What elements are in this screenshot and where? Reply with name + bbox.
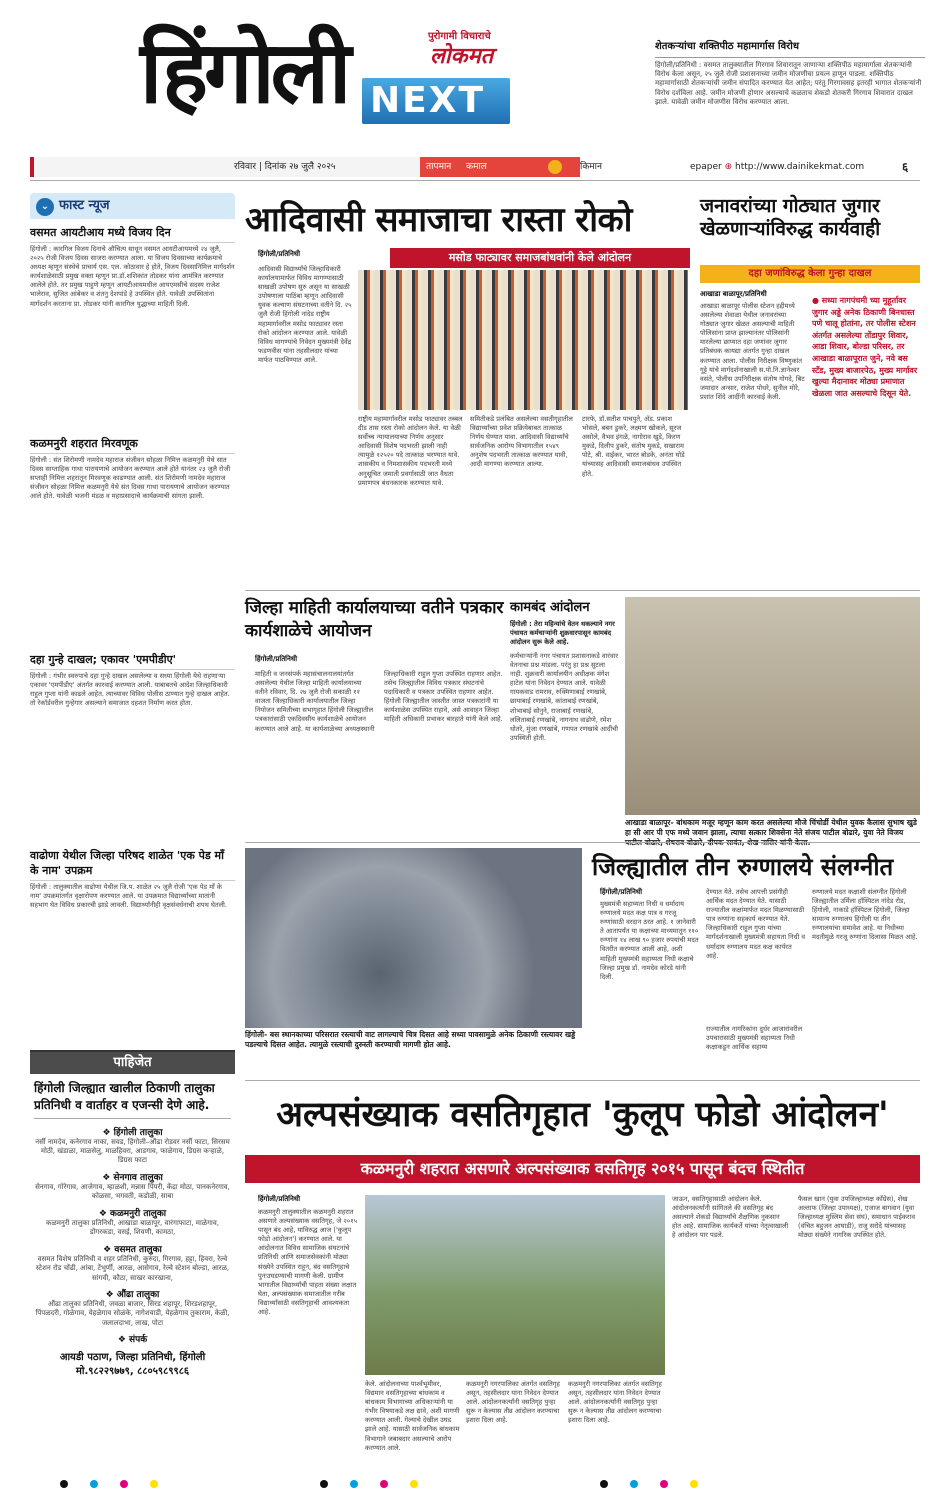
hostel-body-5: फैसल खान (युवा उपजिल्हाध्यक्ष काँग्रेस), शेख अल्ताफ (जिल्हा उपाध्यक्ष), एजाज बागवान (युवा जिल्हाध्यक्ष मुस्लिम सेवा संघ), समाधान पाईकराव (वंचित बहुजन आघाडी), राजु सरोदे यांच्यासह मोठ्या संख्येने नागरिक उपस्थित होते. [798, 1195, 916, 1240]
hostel-body-3: कळमनुरी नगरपालिका अंतर्गत वसतिगृह असून, तहसीलदार यांना निवेदन देण्यात आले. आंदोलनकर्त्यांनी वसतिगृह पुन्हा सुरू न केल्यास तीव्र आंदोलन करण्याचा इशारा दिला आहे. [466, 1380, 560, 1425]
reg-dot [690, 1480, 698, 1488]
brief-item [30, 225, 235, 430]
fast-news-header [30, 193, 235, 219]
hospitals-headline: जिल्ह्यातील तीन रुग्णालये संलग्नीत [592, 853, 894, 881]
lead-body-4: टारफे, डॉ.सतीश पाचपुते, ॲड. प्रकाश भोसले, बबन डुकरे, लक्ष्मण खोकले, सूरज असोले, वैभव इंगळे, नागोराव खुडे, किरण मुकडे, दिलीप डुकरे, संतोष मुकडे, सखाराम पोटे, श्री. वाईकर, भारत बोडके, अनंता घोडे यांच्यासह आदिवासी समाजबांधव उपस्थित होते. [582, 415, 685, 478]
contact-title: ❖ संपर्क [34, 1332, 231, 1345]
gambling-subhead: दहा जणांविरुद्ध केला गुन्हा दाखल [700, 265, 920, 283]
temp-min: किमान [580, 162, 602, 172]
taluka-places: वसमत विशेष प्रतिनिधी व शहर प्रतिनिधी, कुरुंदा, गिरगाव, हट्टा, हिवरा, रेल्वे स्टेशन रोड चोंढी, आंबा, टेंभुर्णी, आरळ, आसेगाव, रेल्वे स्टेशन बोल्डा, आरळ, सांगवी, कौठा, साखर कारखाना, [35, 1254, 230, 1282]
next-logo: NEXT [362, 78, 510, 124]
epaper-label: epaper [690, 162, 722, 172]
lead-body-2: राष्ट्रीय महामार्गावरील मसोड फाट्यावर तब्बल दीड तास रस्ता रोको आंदोलन केले. या वेळी सर्वोच्च न्यायालयाच्या निर्णय अनुसार आदिवासी विशेष पदभरती झाली नाही त्यामुळे १२५२० पदे तात्काळ भरण्यात यावे. शासकीय व निमशासकीय पदभरती मध्ये अनुसूचित जमाती प्रवर्गासाठी जात वैधता प्रमाणपत्र बंधनकारक करण्यात यावे. [358, 415, 463, 487]
brief-title: वाढोणा येथील जिल्हा परिषद शाळेत 'एक पेड माँ के नाम' उपक्रम [30, 848, 235, 881]
taluka-name: ❖ सेनगाव तालुका [34, 1170, 231, 1183]
taluka-item [34, 1206, 231, 1238]
hostel-body-3b: कळमनुरी नगरपालिका अंतर्गत वसतिगृह असून, तहसीलदार यांना निवेदन देण्यात आले. आंदोलनकर्त्यांनी वसतिगृह पुन्हा सुरू न केल्यास तीव्र आंदोलन करण्याचा इशारा दिला आहे. [568, 1380, 662, 1425]
strike-byline: हिंगोली : तेरा महिन्यांचे वेतन थकल्याने नगर पंचायत कर्मचाऱ्यांनी शुक्रवारपासून कामबंद आंदोलन सुरू केले आहे. [510, 620, 615, 647]
temp-max: कमाल [466, 162, 487, 172]
hostel-body-2: केले. आंदोलनाच्या पार्श्वभूमीवर, विद्यमान वसतिगृहाच्या बांधकाम व बांधकाम विभागाच्या अधिकाऱ्यांनी या गंभीर विषयाकडे लक्ष द्यावे, अशी मागणी करण्यात आली. गेल्याचे देखील उघड झाले आहे. यासाठी सार्वजनिक बांधकाम विभागाने जबाबदार असल्याचे आरोप करण्यात आले. [365, 1380, 460, 1452]
workshop-byline: हिंगोली/प्रतिनिधी [255, 655, 298, 663]
reg-dot [90, 1480, 98, 1488]
gambling-body: आखाडा बाळापूर पोलीस स्टेशन हद्दीमध्ये असलेल्या शेवाळा येथील जनावरांच्या गोठ्यात जुगार खेळत असल्याची माहिती पोलिसांना प्राप्त झाल्यानंतर पोलिसांनी मारलेल्या छाप्यात दहा जणांवर जुगार प्रतिबंधक कायद्या अंतर्गत गुन्हा दाखल करण्यात आला. पोलीस निरीक्षक विष्णुकांत गुट्टे यांचे मार्गदर्शनाखाली स.पो.नि.ज्ञानेश्वर वसंते, पोलीस उपनिरीक्षक संतोष गोगदे, बिट जमादार अन्सार, राजेश पोधरे, सुनील मोरे, प्रशांत शिंदे आदींनी कारवाई केली. [700, 302, 805, 401]
hospitals-body-2: देण्यात येते. तसेच आपत्ती प्रसंगीही आर्थिक मदत देण्यात येते. यासाठी राज्यातील कक्षांमार्फत मदत मिळण्यासाठी पात्र रुग्णांना सहकार्य करण्यात येते. जिल्हाधिकारी राहुल गुप्ता यांच्या मार्गदर्शनाखाली मुख्यमंत्री सहायता निधी व धर्मादाय रुग्णालय मदत कक्ष कार्यरत आहे. [706, 888, 806, 960]
brief-item [30, 848, 235, 1033]
lead-subhead: मसोड फाट्यावर समाजबांधवांनी केले आंदोलन [390, 248, 690, 268]
contact-info: आयडी पठाण, जिल्हा प्रतिनिधी, हिंगोली मो.९८२२९७७९, ८८०५९८९९८६ [59, 1352, 206, 1378]
hostel-subhead: कळमनुरी शहरात असणारे अल्पसंख्याक वसतिगृह २०१५ पासून बंदच स्थितीत [245, 1155, 920, 1183]
temp-label: तापमान [426, 162, 452, 172]
top-story-body: हिंगोली/प्रतिनिधी : वसमत तालुक्यातील गिरगाव शिवारातून जाणाऱ्या शक्तिपीठ महामार्गाला शेतकऱ्यांनी विरोध केला असून, २५ जुलै रोजी प्रशासनाच्या जमीन मोजणीचा प्रयत्न हाणून पाडला. शक्तिपीठ महामार्गासाठी शेतकऱ्यांची जमीन संपादित करण्यात येत आहेत; परंतु गिरगावसह इतरही भागात शेतकऱ्यांनी विरोध दर्शविला आहे. जमीन मोजणी होणार असल्याचे कळताच शेकडो शेतकरी गिरगाव शिवारात दाखल झाले. यावेळी जमीन मोजणीस विरोध करण्यात आला. [655, 60, 922, 107]
reg-dot [60, 1480, 68, 1488]
reg-dot [120, 1480, 128, 1488]
gambling-highlight: ● सध्या नागपंचमी च्या मुहूर्तावर जुगार अड्डे अनेक ठिकाणी बिनधास्त पणे चालू होतांना, तर पोलीस स्टेशन अंतर्गत असलेल्या तोंडापुर शिवार, आडा शिवार, बोल्डा परिसर, तर आखाडा बाळापूरात जुने, नवे बस स्टँड, मुख्य बाजारपेठ, मुख्य मार्गावर खुल्या मैदानावर मोठ्या प्रमाणात खेळला जात असल्याचे दिसून येते. [812, 296, 918, 398]
taluka-places: सेनगाव, गोरेगाव, आजेगाव, म्हाळशी, मन्नास पिंपरी, केंद्रा मोठा, पानकनेरगाव, कोळसा, भगवती, कडोळी, साबा [35, 1182, 230, 1201]
top-story [655, 40, 925, 148]
top-story-headline: शेतकऱ्यांचा शक्तिपीठ महामार्गास विरोध [655, 40, 925, 58]
brief-item [30, 652, 235, 842]
taluka-places: कळमनुरी तालुका प्रतिनिधी, आखाडा बाळापूर, वारंगाफाटा, माळेगाव, डोंगरकडा, वसई, शिवणी, कामठा, [46, 1218, 219, 1237]
brief-body: हिंगोली : संत शिरोमणी नामदेव महाराज संजीवन सोहळा निमित्त कळमनुरी येथे सात दिवस साप्ताहिक गाथा पारायणाचे आयोजन करण्यात आले होते यानंतर २३ जुलै रोजी सप्ताही निमित्त शहरातून मिरवणूक काढण्यात आली. संत शिरोमणी नामदेव महाराज संजीवन सोहळा निमित्त कळमनुरी येथे संत दिवस गाथा पारायणाचे आयोजन करण्यात आले होते. यावेळी भजनी मंडळ व महाप्रसादाचे कार्यक्रमाची सांगता झाली. [30, 456, 231, 501]
brief-title: दहा गुन्हे दाखल; एकावर 'एमपीडीए' [30, 652, 235, 670]
hospitals-byline: हिंगोली/प्रतिनिधी [600, 888, 643, 896]
protest-photo [358, 270, 688, 410]
wanted-header: पाहिजेत [30, 1052, 235, 1074]
page-number: ६ [902, 160, 909, 174]
strike-body: कर्मचाऱ्यांनी नगर पंचायत प्रशासनाकडे वारंवार वेतनाचा प्रश्न मांडला. परंतु हा प्रश्न सुटला नाही. शुक्रवारी कार्यालयीन अधीक्षक मंगेश हाटेल यांना निवेदन देण्यात आले. यावेळी गायकवाड रामराव, रुक्मिणाबाई रणखांबे, छायाबाई रणखांबे, कांताबाई रणखांबे, शोभाबाई सोनुने, राजाबाई रणखांबे, ललिताबाई रणखांबे, नागनाथ वाढोणे, रमेश धोतरे, मुंजा रणखांबे, गणपत रणखांबे आदींची उपस्थिती होती. [510, 652, 618, 742]
wanted-box [30, 1050, 235, 1445]
reg-dot [350, 1480, 358, 1488]
reg-dot [320, 1480, 328, 1488]
taluka-item [34, 1170, 231, 1202]
brief-body: हिंगोली : कारगिल विजय दिनाचे औचित्य साधून वसमत आयटीआयमध्ये २४ जुलै, २०२५ रोजी विजय दिवस साजरा करण्यात आला. या विजय दिवसाच्या कार्यक्रमाचे अध्यक्ष म्हणून संस्थेचे प्राचार्य एस. एल. कोठावार हे होते, विजय दिवसानिमित्त मार्गदर्शन कार्यशाळेसाठी प्रमुख वक्ता म्हणून प्रा.डॉ.शशिकांत तोडकर यांना आमंत्रित करण्यात आलेले होते. तर प्रमुख पाहुणे म्हणून आयटीआयमधील आयएमसीचे सदस्य राजेश भालेराव, सुजित आंबेकर व शंतनु देशपांडे हे उपस्थित होते. यावेळी उपस्थितांना मार्गदर्शन करताना प्रा. तोडकर यांनी कारगिल युद्धाच्या माहिती दिली. [30, 245, 235, 308]
workshop-body: माहिती व जनसंपर्क महासंचालनालयांतर्गत असलेल्या येथील जिल्हा माहिती कार्यालयाच्या वतीने रविवार, दि. २७ जुलै रोजी सकाळी ११ वाजता जिल्हाधिकारी कार्यालयातील जिल्हा नियोजन समितीच्या सभागृहात हिंगोली जिल्ह्यातील पत्रकारांसाठी एकदिवसीय कार्यशाळेचे आयोजन करण्यात आले आहे. या कार्यशाळेच्या अध्यक्षस्थानी जिल्हाधिकारी राहुल गुप्ता उपस्थित राहणार आहेत. तसेच जिल्ह्यातील विविध पत्रकार संघटनांचे पदाधिकारी व पत्रकार उपस्थित राहणार आहेत. हिंगोली जिल्ह्यातील जास्तीत जास्त पत्रकारांनी या कार्यशाळेस उपस्थित राहावे, असे आवाहन जिल्हा माहिती अधिकारी प्रभाकर बारहाते यांनी केले आहे. [255, 670, 503, 733]
hospitals-body-1: मुख्यमंत्री सहाय्यता निधी व धर्मादाय रुग्णालये मदत कक्ष पात्र व गरजू रुग्णांसाठी वरदान ठरत आहे. १ जानेवारी ते आतापर्यंत या कक्षाच्या माध्यमातून ११० रुग्णांना १४ लाख ९० हजार रुपयांची मदत वितरीत करण्यात आली आहे, अशी माहिती मुख्यमंत्री सहाय्यता निधी कक्षाचे जिल्हा प्रमुख डॉ. नामदेव कोरडे यांनी दिली. [600, 900, 699, 981]
taluka-places: औंढा तालुका प्रतिनिधी, जवळा बाजार, सिरड शहापूर, शिरडशहापूर, पिंपळदरी, गोळेगाव, येहळेगाव सोळंके, नागेशवाडी, येहळेगाव तुकाराम, केळी, जलालदाभा, लाख, पोटा [35, 1299, 230, 1327]
reg-dot [410, 1480, 418, 1488]
workshop-headline: जिल्हा माहिती कार्यालयाच्या वतीने पत्रकार कार्यशाळेचे आयोजन [245, 598, 504, 641]
hospitals-subcol: राज्यातील नागरिकांना दुर्धर आजारांवरील उपचारासाठी मुख्यमंत्री सहाय्यता निधी कक्षाकडून आर्थिक सहाय्य [706, 1025, 803, 1052]
hostel-headline: अल्पसंख्याक वसतिगृहात 'कुलूप फोडो आंदोलन' [276, 1095, 889, 1135]
wanted-intro: हिंगोली जिल्ह्यात खालील ठिकाणी तालुका प्रतिनिधी व वार्ताहर व एजन्सी देणे आहे. [34, 1080, 231, 1119]
reg-dot [380, 1480, 388, 1488]
print-registration-marks [0, 1480, 945, 1490]
lokmat-logo: लोकमत [430, 44, 494, 69]
contact-block [34, 1332, 231, 1379]
felicitation-caption: आखाडा बाळापूर- बांधकाम मजूर म्हणून काम करत असलेल्या मौजे चिंचोर्डी येथील युवक कैलास सुभाष खुडे हा सी आर पी एफ मध्ये जवान झाला, त्याचा सत्कार शिवसेना नेते संजय पाटील बोढारे, युवा नेते विजय पाटील बोढारे, शेषराव बोढारे, दीपक सावंत, शेख नासिर यांनी केला. [625, 818, 917, 848]
taluka-name: ❖ औंढा तालुका [34, 1287, 231, 1300]
taluka-name: ❖ कळमनुरी तालुका [34, 1206, 231, 1219]
lead-body-3: समितीकडे प्रलंबित असलेल्या वसतीगृहातील विद्यार्थ्यांच्या प्रवेश प्रक्रियेबाबत तात्काळ निर्णय घेण्यात यावा. आदिवासी विद्यार्थ्यांचे सार्वजनिक आरोग्य विभागातील १५४९ अनुशेष पदभरती तात्काळ करण्यात यावी, आदी मागण्या करण्यात आल्या. [470, 415, 573, 469]
lead-headline: आदिवासी समाजाचा रास्ता रोको [245, 200, 632, 240]
weather-box [420, 157, 602, 177]
brief-title: कळमनुरी शहरात मिरवणूक [30, 436, 235, 454]
taluka-name: ❖ हिंगोली तालुका [34, 1125, 231, 1138]
page-info-bar [30, 157, 920, 177]
fast-news-column [30, 193, 235, 1033]
gambling-headline: जनावरांच्या गोठ्यात जुगार खेळणाऱ्यांविरुद्ध कार्यवाही [700, 195, 881, 240]
reg-dot [150, 1480, 158, 1488]
fast-news-title: फास्ट न्यूज [59, 198, 110, 213]
taluka-item [34, 1125, 231, 1166]
hostel-photo [365, 1195, 665, 1375]
issue-date: रविवार | दिनांक २७ जुलै २०२५ [30, 157, 420, 177]
hostel-body-4: जाऊन, वसतिगृहासाठी आंदोलन केले. आंदोलनकर्त्यांनी सांगितले की वसतिगृह बंद असल्याने शेकडो विद्यार्थ्यांचे शैक्षणिक नुकसान होत आहे. सामाजिक कार्यकर्ते यांच्या नेतृत्वाखाली हे आंदोलन पार पडले. [672, 1195, 789, 1240]
masthead-title: हिंगोली [140, 22, 348, 123]
reg-dot [660, 1480, 668, 1488]
brief-title: वसमत आयटीआय मध्ये विजय दिन [30, 225, 235, 243]
globe-icon: ⊕ [724, 162, 733, 172]
gambling-byline: आखाडा बाळापूर/प्रतिनिधी [700, 290, 767, 298]
lead-byline: हिंगोली/प्रतिनिधी [258, 250, 301, 258]
epaper-link[interactable] [690, 157, 864, 177]
masthead-tagline: पुरोगामी विचाराचे [428, 31, 491, 42]
brief-body: हिंगोली : तालुक्यातील वाढोणा येथील जि.प. शाळेत २५ जुलै रोजी 'एक पेड माँ के नाम' उपक्रमांतर्गत वृक्षारोपण करण्यात आले. या उपक्रमात विद्यार्थ्यांच्या मातांनी सहभाग घेत विविध प्रकारची झाडे लावली. विद्यार्थ्यांनीही वृक्षसंवर्धनाची शपथ घेतली. [30, 883, 227, 910]
taluka-name: ❖ वसमत तालुका [34, 1242, 231, 1255]
felicitation-photo [625, 597, 920, 815]
hostel-byline: हिंगोली/प्रतिनिधी [258, 1195, 301, 1203]
chevron-icon: ⌄ [36, 198, 54, 216]
taluka-item [34, 1242, 231, 1283]
reg-dot [630, 1480, 638, 1488]
hostel-body-1: कळमनुरी तालुक्यातील कळमनुरी शहरात असणारे अल्पसंख्याक वसतिगृह, जे २०१५ पासून बंद आहे, याविरुद्ध आज ('कुलूप फोडो आंदोलन') करण्यात आले. या आंदोलनात विविध सामाजिक संघटनांचे प्रतिनिधी आणि समाजसेवकांनी मोठ्या संख्येने उपस्थित राहून, बंद वसतिगृहाचे पुनःउघडण्याची मागणी केली. ग्रामीण भागातील विद्यार्थ्यांची पाहता संख्या लक्षात घेता, अल्पसंख्याक समाजातील गरीब विद्यार्थ्यांसाठी वसतिगृहाची आवश्यकता आहे. [258, 1208, 358, 1317]
strike-headline: कामबंद आंदोलन [510, 600, 590, 615]
taluka-item [34, 1287, 231, 1328]
brief-body: हिंगोली : गंभीर स्वरुपाचे दहा गुन्हे दाखल असलेल्या व सध्या हिंगोली येथे राहणाऱ्या एकावर 'एमपीडीए' अंतर्गत कारवाई करण्यात आली. याबाबतचे आदेश जिल्हाधिकारी राहुल गुप्ता यांनी काढले आहेत. त्याच्यावर विविध पोलीस ठाण्यात गुन्हे दाखल आहेत. तो रेकॉर्डवरील गुन्हेगार असल्याने समाजात दहशत निर्माण करत होता. [30, 672, 230, 708]
sun-icon [548, 160, 562, 174]
epaper-url: http://www.dainikekmat.com [735, 162, 865, 172]
lead-body-1: आदिवासी विद्यार्थ्यांचे जिल्हाधिकारी कार्यालयामार्फत विविध मागण्यासाठी साखळी उपोषण सुरु असून या साखळी उपोषणाला पाठिंबा म्हणून आदिवासी युवक कल्याण संघटनाच्या वतीने दि. २५ जुलै रोजी हिंगोली नांदेड राष्ट्रीय महामार्गावरील मसोड फाट्यावर रस्ता रोको आंदोलन करण्यात आले. यावेळी विविध मागण्यांचे निवेदन मुख्यमंत्री देवेंद्र फडणवीस यांना तहसीलदार यांच्या मार्फत पाठविण्यात आले. [258, 265, 352, 364]
hospitals-body-3: रुग्णालये मदत कक्षाशी संलग्नीत हिंगोली जिल्ह्यातील उर्मिला हॉस्पिटल नांदेड रोड, हिंगोली, नाकाडे हॉस्पिटल हिंगोली, जिल्हा सामान्य रुग्णालय हिंगोली या तीन रुग्णालयांचा समावेश आहे. या निधीच्या मदतीमुळे गरजू रुग्णांना दिलासा मिळत आहे. [812, 888, 918, 942]
reg-dot [600, 1480, 608, 1488]
taluka-places: नर्सी नामदेव, कनेरगाव नाका, सवड, हिंगोली–औंढा रोडवर नर्सी फाटा, सिरसम मोठी, खंडाळा, माळसेलु, माळहिवरा, आडगाव, फाळेगाव, डिग्रस कऱ्हाळे, डिग्रस फाटा [35, 1137, 230, 1165]
brief-item [30, 436, 235, 646]
road-caption: हिंगोली- बस स्थानकाच्या परिसरात रस्त्याची वाट लागल्याचे चित्र दिसत आहे सध्या पावसामुळे अनेक ठिकाणी रस्त्यावर खड्डे पडल्याचे दिसत आहेत. त्यामुळे रस्त्याची दुरुस्ती करण्याची मागणी होत आहे. [245, 1030, 576, 1050]
road-photo [245, 848, 582, 1028]
